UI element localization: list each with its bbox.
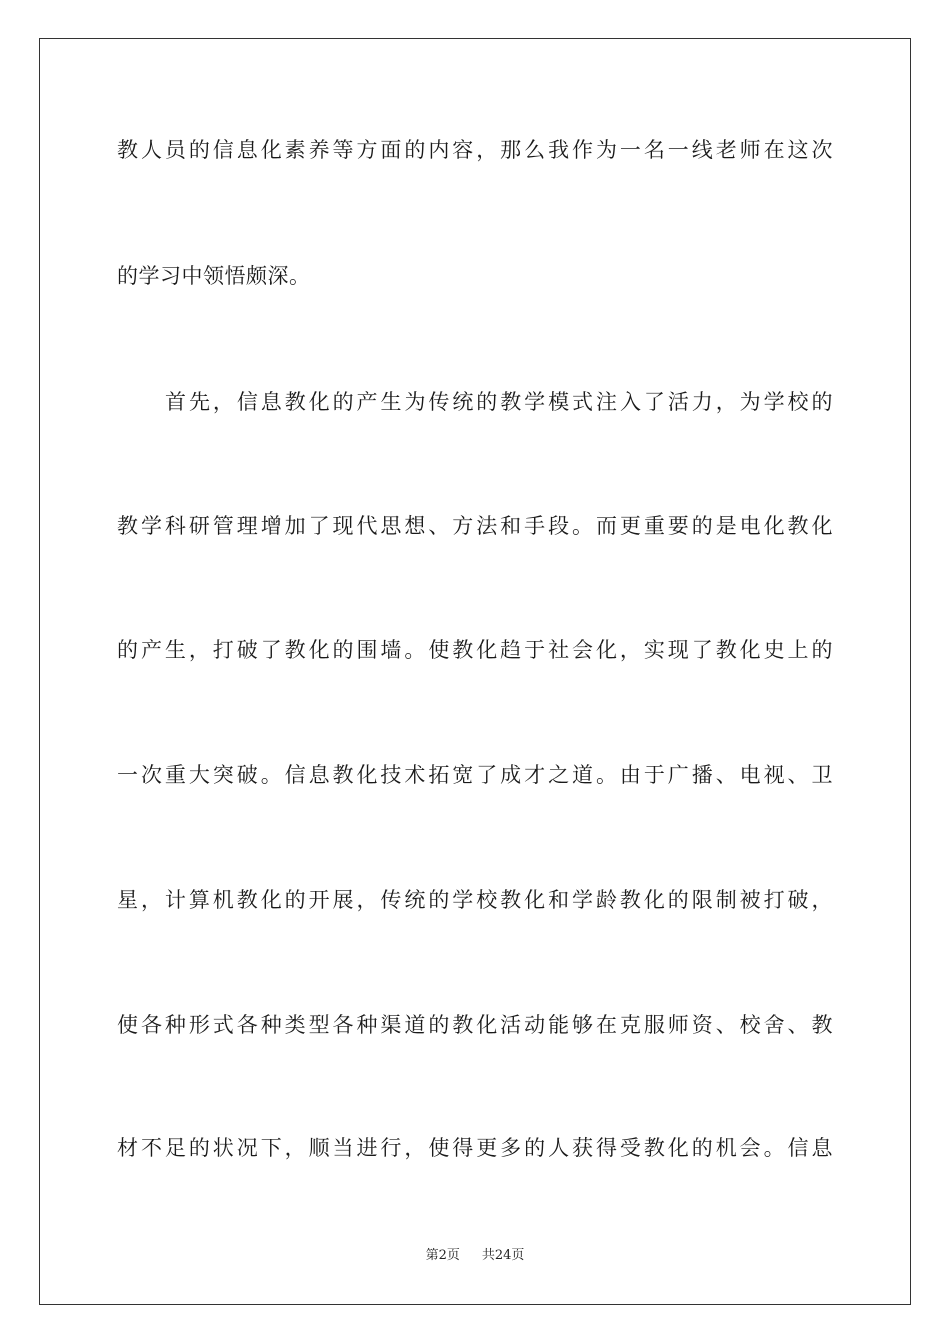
body-text-line: 材不足的状况下，顺当进行，使得更多的人获得受教化的机会。信息 (117, 1136, 833, 1160)
body-text-line: 的学习中领悟颇深。 (117, 264, 311, 288)
page-frame (39, 38, 911, 1305)
paragraph-first-line: 首先，信息教化的产生为传统的教学模式注入了活力，为学校的 (165, 390, 833, 414)
body-text-line: 教学科研管理增加了现代思想、方法和手段。而更重要的是电化教化 (117, 514, 833, 538)
body-text-line: 星，计算机教化的开展，传统的学校教化和学龄教化的限制被打破， (117, 888, 833, 912)
body-text-line: 教人员的信息化素养等方面的内容，那么我作为一名一线老师在这次 (117, 138, 833, 162)
page-number: 第2页 (425, 1248, 460, 1263)
body-text-line: 的产生，打破了教化的围墙。使教化趋于社会化，实现了教化史上的 (117, 638, 833, 662)
body-text-line: 一次重大突破。信息教化技术拓宽了成才之道。由于广播、电视、卫 (117, 763, 833, 787)
page-footer (0, 1247, 950, 1265)
total-pages: 共24页 (481, 1248, 525, 1263)
body-text-line: 使各种形式各种类型各种渠道的教化活动能够在克服师资、校舍、教 (117, 1013, 833, 1037)
